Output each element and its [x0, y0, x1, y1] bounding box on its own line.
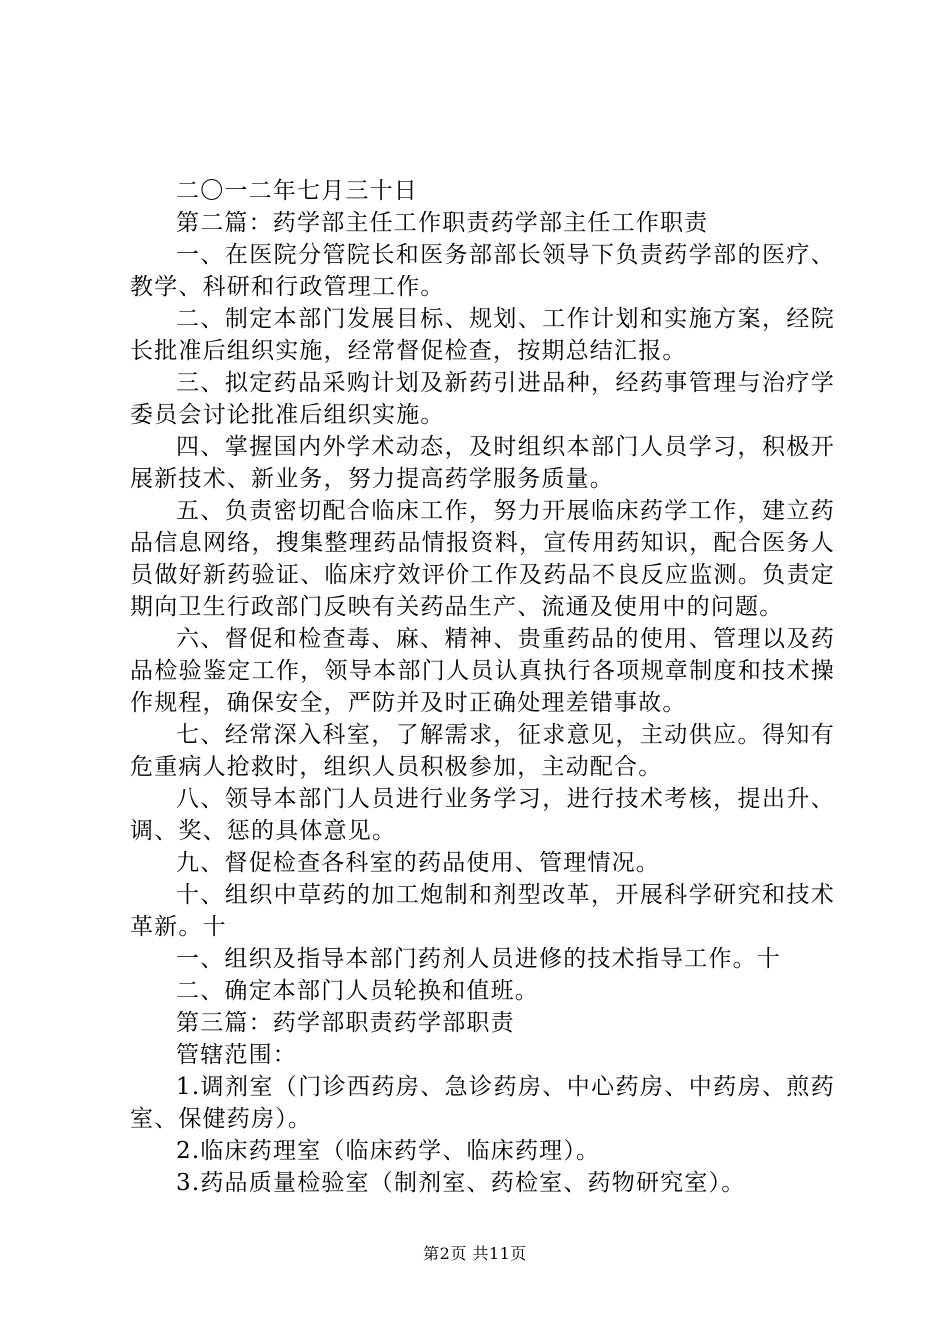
- page-number-footer: 第2页 共11页: [423, 1244, 527, 1263]
- duty-item-10: 十、组织中草药的加工炮制和剂型改革，开展科学研究和技术革新。十: [130, 882, 835, 940]
- duty-item-8: 八、领导本部门人员进行业务学习，进行技术考核，提出升、调、奖、惩的具体意见。: [130, 786, 835, 844]
- scope-item-2: 2.临床药理室（临床药学、临床药理）。: [176, 1138, 601, 1164]
- duty-item-6: 六、督促和检查毒、麻、精神、贵重药品的使用、管理以及药品检验鉴定工作，领导本部门人员认真执行各项规章制度和技术操作规程，确保安全，严防并及时正确处理差错事故。: [130, 626, 835, 716]
- section-title-3: 第三篇：药学部职责药学部职责: [176, 1010, 515, 1036]
- scope-item-1: 1.调剂室（门诊西药房、急诊药房、中心药房、中药房、煎药室、保健药房）。: [130, 1074, 835, 1132]
- duty-item-9: 九、督促检查各科室的药品使用、管理情况。: [176, 850, 660, 876]
- duty-item-4: 四、掌握国内外学术动态，及时组织本部门人员学习，积极开展新技术、新业务，努力提高药学服务质量。: [130, 434, 835, 492]
- duty-item-1: 一、在医院分管院长和医务部部长领导下负责药学部的医疗、教学、科研和行政管理工作。: [130, 242, 835, 300]
- duty-item-2: 二、制定本部门发展目标、规划、工作计划和实施方案，经院长批准后组织实施，经常督促检查，按期总结汇报。: [130, 306, 835, 364]
- section-title-2: 第二篇：药学部主任工作职责药学部主任工作职责: [176, 210, 709, 236]
- scope-item-3: 3.药品质量检验室（制剂室、药检室、药物研究室）。: [176, 1170, 746, 1196]
- duty-item-7: 七、经常深入科室，了解需求，征求意见，主动供应。得知有危重病人抢救时，组织人员积极参加，主动配合。: [130, 722, 835, 780]
- duty-item-3: 三、拟定药品采购计划及新药引进品种，经药事管理与治疗学委员会讨论批准后组织实施。: [130, 370, 835, 428]
- scope-heading: 管辖范围：: [176, 1042, 297, 1068]
- duty-item-12: 二、确定本部门人员轮换和值班。: [176, 978, 539, 1004]
- date-line: 二〇一二年七月三十日: [176, 178, 418, 204]
- duty-item-5: 五、负责密切配合临床工作，努力开展临床药学工作，建立药品信息网络，搜集整理药品情报资料，宣传用药知识，配合医务人员做好新药验证、临床疗效评价工作及药品不良反应监测。负责定期向卫生行政部门反映有关药品生产、流通及使用中的问题。: [130, 498, 835, 620]
- document-body: [130, 175, 835, 1199]
- duty-item-11: 一、组织及指导本部门药剂人员进修的技术指导工作。十: [176, 946, 781, 972]
